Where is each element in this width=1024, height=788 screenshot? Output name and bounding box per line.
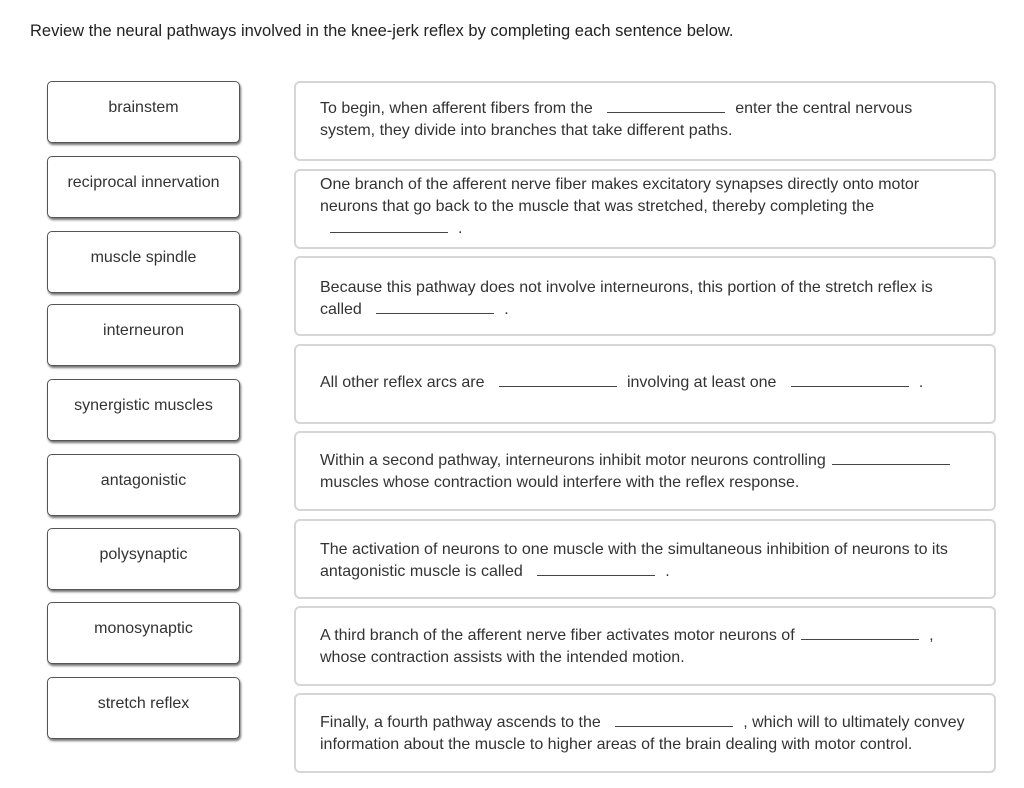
sentence-text: , which will to ultimately convey information about the muscle to higher areas of the brain dealing with motor control. — [320, 714, 965, 753]
answer-tile-antagonistic[interactable]: antagonistic — [47, 454, 240, 516]
sentence-text: A third branch of the afferent nerve fiber activates motor neurons of — [320, 627, 795, 644]
sentence-box-3 — [294, 256, 996, 336]
answer-tile-polysynaptic[interactable]: polysynaptic — [47, 528, 240, 590]
sentence-text: To begin, when afferent fibers from the — [320, 99, 593, 117]
sentence-text: The activation of neurons to one muscle with the simultaneous inhibition of neurons to its antagonistic muscle is called — [320, 541, 948, 580]
sentence-text: enter the central nervous system, they divide into branches that take different paths. — [320, 99, 913, 139]
blank-drop-target[interactable] — [801, 628, 919, 640]
blank-drop-target[interactable] — [832, 453, 950, 465]
sentence-box-6 — [294, 519, 996, 599]
blank-drop-target[interactable] — [615, 715, 733, 727]
sentence-box-2 — [294, 169, 996, 249]
blank-drop-target[interactable] — [330, 221, 448, 233]
sentence-text: One branch of the afferent nerve fiber makes excitatory synapses directly onto motor neurons that go back to the muscle that was stretched, thereby completing the — [320, 176, 920, 215]
sentence-text: involving at least one — [626, 374, 777, 391]
sentence-text: Within a second pathway, interneurons inhibit motor neurons controlling — [320, 452, 826, 469]
answer-tile-stretch-reflex[interactable]: stretch reflex — [47, 677, 240, 739]
answer-tile-reciprocal-innervation[interactable]: reciprocal innervation — [47, 156, 240, 218]
sentence-box-4 — [294, 344, 996, 424]
sentence-text: . — [665, 563, 670, 580]
sentence-text: . — [918, 374, 924, 391]
sentence-box-5 — [294, 431, 996, 511]
sentence-box-1 — [294, 81, 996, 161]
sentence-text: . — [504, 301, 509, 318]
answer-tile-brainstem[interactable]: brainstem — [47, 81, 240, 143]
blank-drop-target[interactable] — [607, 101, 725, 113]
sentence-box-8 — [294, 693, 996, 773]
blank-drop-target[interactable] — [791, 375, 909, 387]
sentence-box-7 — [294, 606, 996, 686]
answer-tile-interneuron[interactable]: interneuron — [47, 304, 240, 366]
answer-tile-monosynaptic[interactable]: monosynaptic — [47, 602, 240, 664]
blank-drop-target[interactable] — [499, 375, 617, 387]
blank-drop-target[interactable] — [376, 302, 494, 314]
sentence-text: muscles whose contraction would interfere with the reflex response. — [320, 474, 800, 491]
instructions-text: Review the neural pathways involved in the knee-jerk reflex by completing each sentence below. — [30, 22, 734, 40]
answer-tile-synergistic-muscles[interactable]: synergistic muscles — [47, 379, 240, 441]
answer-tile-muscle-spindle[interactable]: muscle spindle — [47, 231, 240, 293]
sentence-text: Because this pathway does not involve interneurons, this portion of the stretch reflex is called — [320, 279, 933, 318]
sentence-text: All other reflex arcs are — [320, 374, 485, 391]
blank-drop-target[interactable] — [537, 564, 655, 576]
sentence-text: , whose contraction assists with the intended motion. — [320, 627, 934, 666]
sentence-text: . — [458, 220, 463, 237]
sentence-text: Finally, a fourth pathway ascends to the — [320, 714, 601, 731]
